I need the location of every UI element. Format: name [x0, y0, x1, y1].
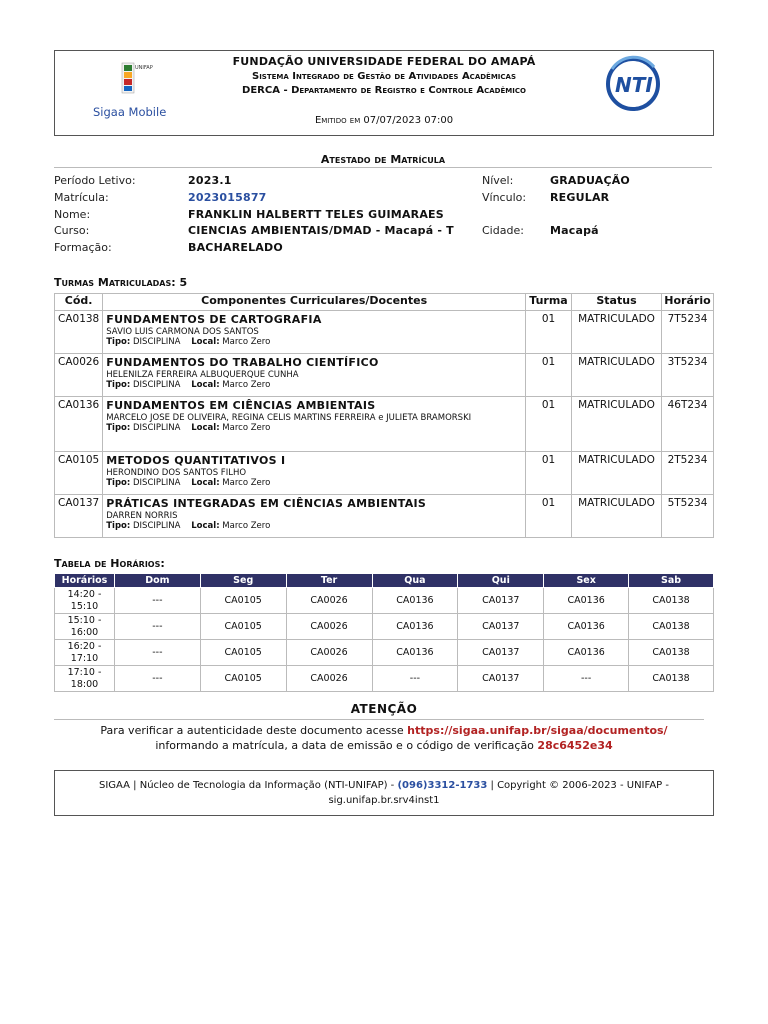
componente-name: FUNDAMENTOS DE CARTOGRAFIA — [106, 313, 322, 326]
table-row — [55, 666, 714, 692]
row-horario: 46T234 — [661, 397, 713, 452]
componente-tipo-local: Tipo: DISCIPLINA Local: Marco Zero — [106, 521, 271, 531]
table-row — [55, 354, 714, 397]
horarios-header-row — [55, 574, 714, 588]
componente-tipo-local: Tipo: DISCIPLINA Local: Marco Zero — [106, 337, 271, 347]
row-componente — [103, 452, 526, 495]
curso-label: Curso: — [54, 224, 90, 237]
nivel-label: Nível: — [482, 174, 514, 187]
horario-slot: 17:10 - 18:00 — [55, 666, 115, 692]
atencao-text-2: informando a matrícula, a data de emissão e o código de verificação — [155, 739, 534, 752]
table-row — [55, 588, 714, 614]
matricula-label: Matrícula: — [54, 191, 109, 204]
componente-tipo-local: Tipo: DISCIPLINA Local: Marco Zero — [106, 380, 271, 390]
table-cell: CA0136 — [544, 588, 629, 614]
componente-name: FUNDAMENTOS DO TRABALHO CIENTÍFICO — [106, 356, 379, 369]
row-status: MATRICULADO — [572, 452, 662, 495]
table-cell: CA0136 — [544, 640, 629, 666]
table-cell: --- — [114, 666, 200, 692]
row-componente — [103, 495, 526, 538]
verification-url-link[interactable]: https://sigaa.unifap.br/sigaa/documentos/ — [407, 724, 668, 737]
formacao-value: BACHARELADO — [188, 241, 283, 254]
componente-docentes: DARREN NORRIS — [106, 511, 178, 521]
row-horario: 3T5234 — [661, 354, 713, 397]
footer-text-1: SIGAA | Núcleo de Tecnologia da Informação (NTI-UNIFAP) - — [98, 780, 395, 791]
componente-docentes: HELENILZA FERREIRA ALBUQUERQUE CUNHA — [106, 370, 299, 380]
footer-line-1 — [55, 780, 713, 791]
table-cell: CA0137 — [458, 614, 544, 640]
table-cell: CA0137 — [458, 588, 544, 614]
nome-label: Nome: — [54, 208, 91, 221]
componente-docentes: SAVIO LUIS CARMONA DOS SANTOS — [106, 327, 259, 337]
table-cell: CA0138 — [629, 588, 714, 614]
table-cell: --- — [544, 666, 629, 692]
row-cod: CA0026 — [55, 354, 103, 397]
row-turma: 01 — [526, 397, 572, 452]
row-turma: 01 — [526, 452, 572, 495]
nti-logo-icon — [602, 53, 664, 113]
turmas-table — [54, 293, 714, 538]
table-cell: CA0026 — [286, 588, 372, 614]
periodo-value: 2023.1 — [188, 174, 232, 187]
footer-phone: (096)3312-1733 — [397, 780, 488, 791]
sigaa-mobile-link[interactable]: Sigaa Mobile — [93, 105, 167, 119]
table-cell: CA0026 — [286, 666, 372, 692]
row-cod: CA0105 — [55, 452, 103, 495]
row-turma: 01 — [526, 311, 572, 354]
table-row — [55, 495, 714, 538]
footer-line-2: sig.unifap.br.srv4inst1 — [328, 795, 440, 806]
col-status: Status — [572, 294, 662, 311]
institution-title: FUNDAÇÃO UNIVERSIDADE FEDERAL DO AMAPÁ — [232, 55, 536, 68]
nome-value: FRANKLIN HALBERTT TELES GUIMARAES — [188, 208, 444, 221]
horario-slot: 14:20 - 15:10 — [55, 588, 115, 614]
componente-name: PRÁTICAS INTEGRADAS EM CIÊNCIAS AMBIENTAIS — [106, 497, 427, 510]
col-dom: Dom — [114, 574, 200, 588]
cidade-label: Cidade: — [482, 224, 524, 237]
row-cod: CA0136 — [55, 397, 103, 452]
col-qui: Qui — [458, 574, 544, 588]
vinculo-value: REGULAR — [550, 191, 610, 204]
col-sab: Sab — [629, 574, 714, 588]
componente-docentes: HERONDINO DOS SANTOS FILHO — [106, 468, 247, 478]
table-cell: CA0105 — [200, 614, 286, 640]
table-cell: CA0136 — [544, 614, 629, 640]
table-cell: --- — [114, 588, 200, 614]
system-name: Sistema Integrado de Gestão de Atividades Acadêmicas — [252, 71, 516, 82]
table-cell: --- — [114, 614, 200, 640]
atencao-title: ATENÇÃO — [350, 702, 418, 716]
formacao-label: Formação: — [54, 241, 112, 254]
document-title: Atestado de Matrícula — [320, 153, 446, 166]
document-footer — [54, 770, 714, 816]
verification-code: 28c6452e34 — [537, 739, 613, 752]
table-cell: --- — [114, 640, 200, 666]
col-componentes: Componentes Curriculares/Docentes — [103, 294, 526, 311]
horarios-title: Tabela de Horários: — [54, 557, 165, 570]
table-cell: CA0105 — [200, 588, 286, 614]
row-horario: 2T5234 — [661, 452, 713, 495]
svg-text:NTI: NTI — [615, 73, 653, 97]
svg-text:UNIFAP: UNIFAP — [135, 65, 153, 71]
atencao-text-1: Para verificar a autenticidade deste documento acesse — [100, 724, 404, 737]
table-cell: CA0136 — [372, 640, 458, 666]
atencao-text-2-line — [54, 739, 714, 752]
row-componente — [103, 354, 526, 397]
table-cell: CA0136 — [372, 614, 458, 640]
col-horario: Horário — [661, 294, 713, 311]
table-cell: CA0137 — [458, 640, 544, 666]
componente-docentes: MARCELO JOSE DE OLIVEIRA, REGINA CELIS MARTINS FERREIRA e JULIETA BRAMORSKI — [106, 413, 472, 423]
col-ter: Ter — [286, 574, 372, 588]
table-cell: CA0138 — [629, 614, 714, 640]
col-cod: Cód. — [55, 294, 103, 311]
periodo-label: Período Letivo: — [54, 174, 136, 187]
col-qua: Qua — [372, 574, 458, 588]
table-cell: CA0105 — [200, 666, 286, 692]
vinculo-label: Vínculo: — [482, 191, 527, 204]
matricula-value[interactable]: 2023015877 — [188, 191, 267, 204]
col-seg: Seg — [200, 574, 286, 588]
table-row — [55, 311, 714, 354]
col-sex: Sex — [544, 574, 629, 588]
row-cod: CA0138 — [55, 311, 103, 354]
atencao-text — [54, 724, 714, 737]
row-turma: 01 — [526, 495, 572, 538]
title-divider — [54, 167, 712, 168]
componente-tipo-local: Tipo: DISCIPLINA Local: Marco Zero — [106, 423, 271, 433]
row-cod: CA0137 — [55, 495, 103, 538]
row-horario: 5T5234 — [661, 495, 713, 538]
table-row — [55, 614, 714, 640]
table-row — [55, 640, 714, 666]
col-turma: Turma — [526, 294, 572, 311]
table-cell: CA0137 — [458, 666, 544, 692]
turmas-header-row — [55, 294, 714, 311]
componente-name: FUNDAMENTOS EM CIÊNCIAS AMBIENTAIS — [106, 399, 376, 412]
emission-date: Emitido em 07/07/2023 07:00 — [314, 115, 454, 126]
derca-department: DERCA - Departamento de Registro e Controle Acadêmico — [242, 85, 526, 96]
componente-tipo-local: Tipo: DISCIPLINA Local: Marco Zero — [106, 478, 271, 488]
row-status: MATRICULADO — [572, 354, 662, 397]
table-cell: CA0026 — [286, 640, 372, 666]
footer-text-2: | Copyright © 2006-2023 - UNIFAP - — [490, 780, 669, 791]
curso-value: CIENCIAS AMBIENTAIS/DMAD - Macapá - T — [188, 224, 454, 237]
table-cell: --- — [372, 666, 458, 692]
horarios-table — [54, 573, 714, 692]
row-turma: 01 — [526, 354, 572, 397]
horario-slot: 15:10 - 16:00 — [55, 614, 115, 640]
document-header — [54, 50, 714, 136]
table-cell: CA0136 — [372, 588, 458, 614]
table-cell: CA0138 — [629, 666, 714, 692]
row-componente — [103, 397, 526, 452]
row-status: MATRICULADO — [572, 495, 662, 538]
row-componente — [103, 311, 526, 354]
row-status: MATRICULADO — [572, 397, 662, 452]
nivel-value: GRADUAÇÃO — [550, 174, 630, 187]
col-horarios: Horários — [55, 574, 115, 588]
horario-slot: 16:20 - 17:10 — [55, 640, 115, 666]
row-horario: 7T5234 — [661, 311, 713, 354]
table-cell: CA0026 — [286, 614, 372, 640]
table-row — [55, 397, 714, 452]
atencao-divider — [54, 719, 704, 720]
cidade-value: Macapá — [550, 224, 599, 237]
turmas-title: Turmas Matriculadas: 5 — [54, 276, 188, 289]
table-cell: CA0105 — [200, 640, 286, 666]
componente-name: METODOS QUANTITATIVOS I — [106, 454, 286, 467]
table-row — [55, 452, 714, 495]
row-status: MATRICULADO — [572, 311, 662, 354]
table-cell: CA0138 — [629, 640, 714, 666]
